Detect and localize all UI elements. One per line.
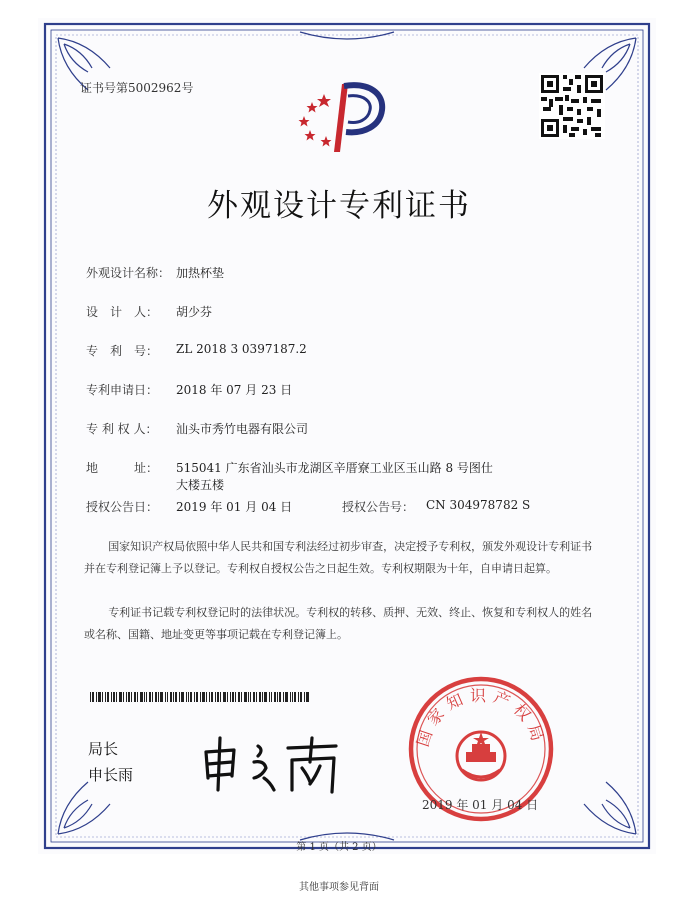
barcode-bar xyxy=(155,692,157,702)
address-label: 地 址： xyxy=(86,461,159,475)
barcode-bar xyxy=(294,692,296,702)
patent-office-emblem-icon xyxy=(290,78,388,156)
barcode-bar xyxy=(220,692,221,702)
qr-code-icon xyxy=(539,73,605,139)
barcode-bar xyxy=(232,692,234,702)
barcode-bar xyxy=(149,692,151,702)
barcode-bar xyxy=(102,692,103,702)
barcode-bar xyxy=(167,692,168,702)
designer-label: 设 计 人： xyxy=(86,305,159,319)
barcode-bar xyxy=(269,692,270,702)
barcode-bar xyxy=(230,692,231,702)
designer-value: 胡少芬 xyxy=(176,305,213,319)
barcode-bar xyxy=(285,692,288,702)
barcode-bar xyxy=(144,692,145,702)
barcode-bar xyxy=(194,692,195,702)
barcode-bar xyxy=(298,692,299,702)
director-title: 局长 xyxy=(88,740,119,758)
certificate-number: 证书号第5002962号 xyxy=(80,81,194,95)
barcode-bar xyxy=(173,692,174,702)
patent-number-value: ZL 2018 3 0397187.2 xyxy=(176,342,307,356)
barcode-bar xyxy=(244,692,247,702)
barcode-bar xyxy=(206,692,207,702)
design-name-label: 外观设计名称： xyxy=(86,266,171,280)
barcode-bar xyxy=(113,692,115,702)
barcode-bar xyxy=(137,692,138,702)
barcode-bar xyxy=(131,692,132,702)
barcode-bar xyxy=(175,692,177,702)
barcode-bar xyxy=(292,692,293,702)
national-emblem-icon xyxy=(457,732,505,780)
barcode-bar xyxy=(160,692,163,702)
barcode-bar xyxy=(146,692,147,702)
barcode-bar xyxy=(259,692,261,702)
address-value-line2: 大楼五楼 xyxy=(176,478,225,492)
barcode xyxy=(90,692,310,702)
barcode-bar xyxy=(279,692,281,702)
barcode-bar xyxy=(223,692,226,702)
barcode-bar xyxy=(186,692,187,702)
patent-number-label: 专 利 号： xyxy=(86,344,159,358)
barcode-bar xyxy=(274,692,276,702)
barcode-bar xyxy=(241,692,242,702)
page-number: 第 1 页（共 2 页） xyxy=(296,842,382,853)
barcode-bar xyxy=(271,692,272,702)
barcode-bar xyxy=(300,692,302,702)
filing-date-label: 专利申请日： xyxy=(86,383,159,397)
grant-date-value: 2019 年 01 月 04 日 xyxy=(176,500,293,514)
barcode-bar xyxy=(304,692,305,702)
patentee-label: 专 利 权 人： xyxy=(86,422,158,436)
barcode-bar xyxy=(123,692,124,702)
barcode-bar xyxy=(196,692,198,702)
barcode-bar xyxy=(90,692,91,702)
barcode-bar xyxy=(306,692,309,702)
design-name-value: 加热杯垫 xyxy=(176,266,225,280)
decision-paragraph: 国家知识产权局依照中华人民共和国专利法经过初步审查，决定授予专利权，颁发外观设计专利证书并在专利登记簿上予以登记。专利权自授权公告之日起生效。专利权期限为十年，自申请日起算。 xyxy=(84,540,593,575)
barcode-bar xyxy=(190,692,192,702)
barcode-bar xyxy=(235,692,236,702)
barcode-bar xyxy=(119,692,122,702)
barcode-bar xyxy=(105,692,106,702)
barcode-bar xyxy=(92,692,94,702)
legal-status-paragraph: 专利证书记载专利权登记时的法律状况。专利权的转移、质押、无效、终止、恢复和专利权人的姓名或名称、国籍、地址变更等事项记载在专利登记簿上。 xyxy=(84,606,593,641)
director-signature xyxy=(196,732,352,796)
barcode-bar xyxy=(238,692,240,702)
barcode-bar xyxy=(290,692,291,702)
barcode-bar xyxy=(134,692,136,702)
barcode-bar xyxy=(107,692,109,702)
barcode-bar xyxy=(250,692,251,702)
barcode-bar xyxy=(283,692,284,702)
barcode-bar xyxy=(202,692,205,702)
barcode-bar xyxy=(111,692,112,702)
seal-date: 2019 年 01 月 04 日 xyxy=(422,798,539,812)
director-name: 申长雨 xyxy=(88,766,134,784)
patentee-value: 汕头市秀竹电器有限公司 xyxy=(176,422,309,436)
barcode-bar xyxy=(215,692,216,702)
barcode-bar xyxy=(140,692,143,702)
barcode-bar xyxy=(126,692,127,702)
barcode-bar xyxy=(277,692,278,702)
barcode-bar xyxy=(165,692,166,702)
grant-number-label: 授权公告号： xyxy=(342,500,415,514)
barcode-bar xyxy=(96,692,97,702)
barcode-bar xyxy=(211,692,213,702)
barcode-bar xyxy=(256,692,257,702)
barcode-bar xyxy=(128,692,130,702)
barcode-bar xyxy=(264,692,267,702)
barcode-bar xyxy=(209,692,210,702)
barcode-bar xyxy=(253,692,255,702)
barcode-bar xyxy=(217,692,219,702)
barcode-bar xyxy=(248,692,249,702)
grant-date-label: 授权公告日： xyxy=(86,500,159,514)
barcode-bar xyxy=(152,692,153,702)
barcode-bar xyxy=(116,692,117,702)
barcode-bar xyxy=(170,692,172,702)
barcode-bar xyxy=(200,692,201,702)
barcode-bar xyxy=(179,692,180,702)
filing-date-value: 2018 年 07 月 23 日 xyxy=(176,383,293,397)
certificate-title: 外观设计专利证书 xyxy=(207,188,471,224)
barcode-bar xyxy=(227,692,228,702)
barcode-bar xyxy=(98,692,101,702)
svg-text:国家知识产权局: 国家知识产权局 xyxy=(413,686,549,749)
barcode-bar xyxy=(188,692,189,702)
barcode-bar xyxy=(181,692,184,702)
address-value-line1: 515041 广东省汕头市龙湖区辛厝寮工业区玉山路 8 号图仕 xyxy=(176,461,493,475)
barcode-bar xyxy=(158,692,159,702)
barcode-bar xyxy=(262,692,263,702)
footer-note: 其他事项参见背面 xyxy=(299,882,379,893)
grant-number-value: CN 304978782 S xyxy=(426,498,531,512)
